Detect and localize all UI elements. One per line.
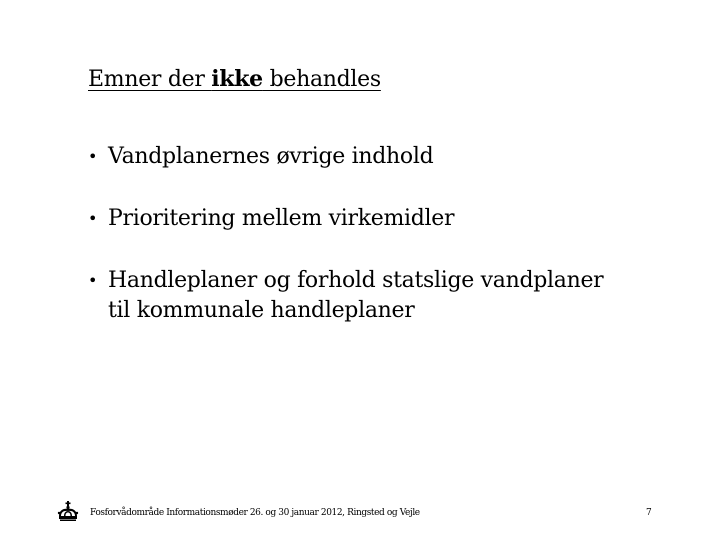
bullet-item <box>88 266 603 326</box>
page-number: 7 <box>646 508 652 518</box>
title-emphasis: ikke <box>211 66 263 92</box>
bullet-text: Prioritering mellem virkemidler <box>108 206 455 231</box>
bullet-item <box>88 142 433 172</box>
title-text-start: Emner der <box>88 67 212 92</box>
slide-title <box>88 64 381 95</box>
crown-icon <box>55 500 81 526</box>
bullet-text: Vandplanernes øvrige indhold <box>108 144 434 169</box>
footer-text: Fosforvådområde Informationsmøder 26. og 30 januar 2012, Ringsted og Vejle <box>90 508 420 518</box>
bullet-item <box>88 204 454 234</box>
bullet-dot-icon: • <box>88 271 98 290</box>
bullet-text: Handleplaner og forhold statslige vandplaner <box>108 268 604 293</box>
bullet-dot-icon: • <box>88 147 98 166</box>
bullet-text-continuation: til kommunale handleplaner <box>108 298 415 323</box>
footer <box>0 500 720 530</box>
bullet-dot-icon: • <box>88 209 98 228</box>
title-text-end: behandles <box>262 67 381 92</box>
